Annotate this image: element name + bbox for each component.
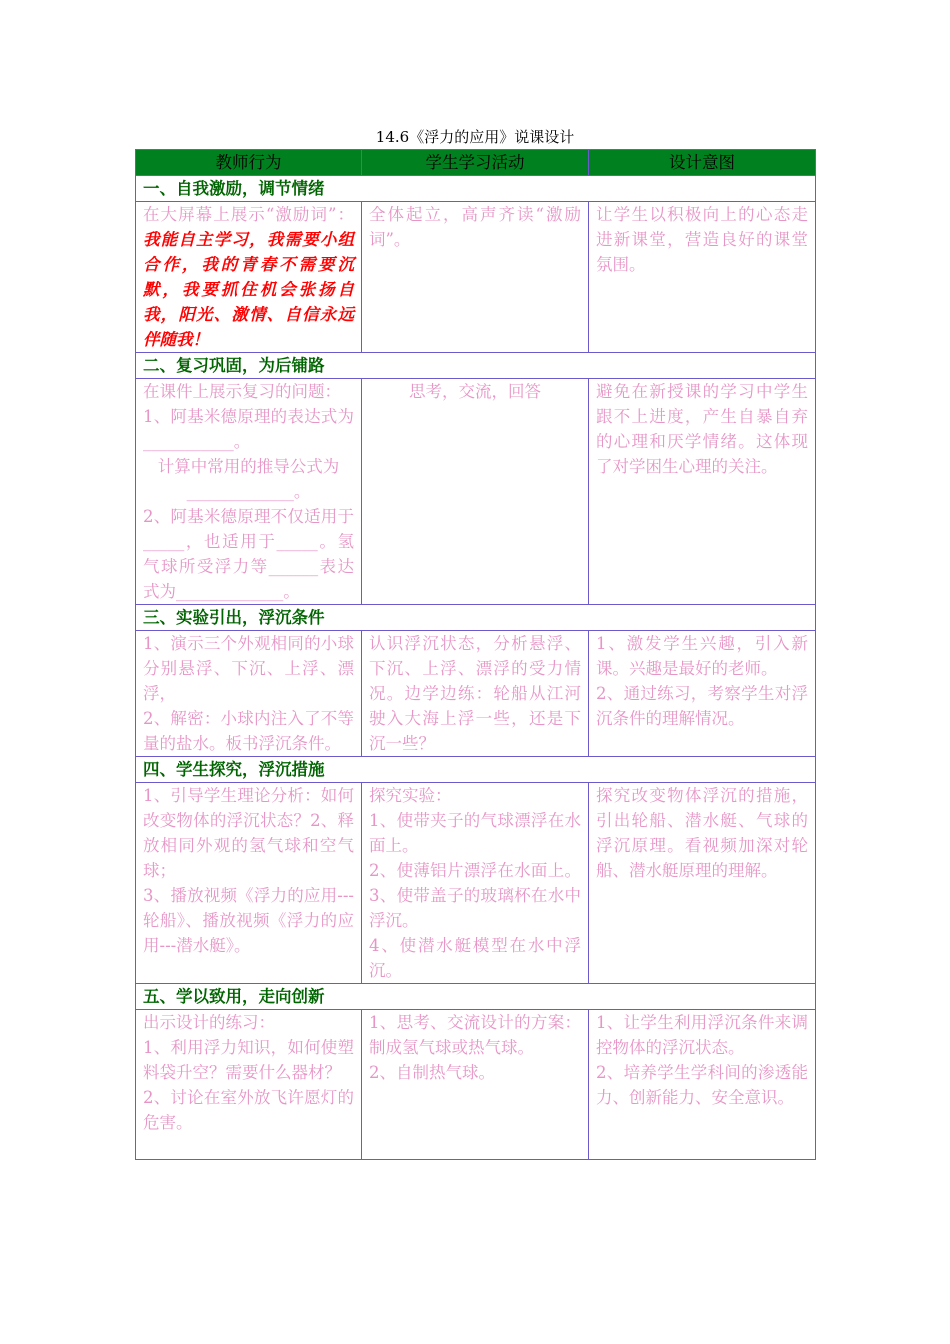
intent-text: 1、让学生利用浮沉条件来调控物体的浮沉状态。 <box>596 1013 808 1057</box>
student-cell <box>362 1010 589 1160</box>
intent-text: 2、培养学生学科间的渗透能力、创新能力、安全意识。 <box>596 1063 808 1107</box>
teacher-text: 2、阿基米德原理不仅适用于_____，也适用于_____。氢气球所受浮力等______表达式为_____________。 <box>143 507 354 601</box>
teacher-text: 2、讨论在室外放飞许愿灯的危害。 <box>143 1088 354 1132</box>
intent-text: 避免在新授课的学习中学生跟不上进度，产生自暴自弃的心理和厌学情绪。这体现了对学困生心理的关注。 <box>596 382 808 476</box>
section-heading-row <box>136 353 816 379</box>
section-heading-row <box>136 757 816 783</box>
document-title: 14.6《浮力的应用》说课设计 <box>375 128 575 146</box>
section-content-row <box>136 783 816 984</box>
teacher-cell <box>136 631 362 757</box>
teacher-text: 出示设计的练习： <box>143 1013 275 1032</box>
intent-text: 探究改变物体浮沉的措施，引出轮船、潜水艇、气球的浮沉原理。看视频加深对轮船、潜水艇原理的理解。 <box>596 786 808 880</box>
section-heading-row <box>136 984 816 1010</box>
teacher-cell <box>136 783 362 984</box>
student-cell <box>362 202 589 353</box>
header-teacher: 教师行为 <box>136 150 362 176</box>
header-intent: 设计意图 <box>589 150 816 176</box>
header-row <box>136 150 816 176</box>
teacher-text: 1、利用浮力知识，如何使塑料袋升空？需要什么器材？ <box>143 1038 354 1082</box>
section-heading: 三、实验引出，浮沉条件 <box>136 605 816 631</box>
student-text: 2、使薄铝片漂浮在水面上。3、使带盖子的玻璃杯在水中浮沉。 <box>369 861 581 930</box>
section-heading: 一、自我激励，调节情绪 <box>136 176 816 202</box>
intent-text: 让学生以积极向上的心态走进新课堂，营造良好的课堂氛围。 <box>596 205 808 274</box>
student-cell <box>362 379 589 605</box>
section-content-row <box>136 379 816 605</box>
header-student: 学生学习活动 <box>362 150 589 176</box>
teacher-text: 1、阿基米德原理的表达式为___________。 <box>143 407 354 451</box>
section-content-row <box>136 1010 816 1160</box>
section-content-row <box>136 631 816 757</box>
student-text: 2、自制热气球。 <box>369 1063 495 1082</box>
section-heading: 四、学生探究，浮沉措施 <box>136 757 816 783</box>
intent-cell <box>589 631 816 757</box>
student-text: 探究实验： <box>369 786 452 805</box>
intent-cell <box>589 379 816 605</box>
section-heading-row <box>136 176 816 202</box>
student-text: 认识浮沉状态，分析悬浮、下沉、上浮、漂浮的受力情况。边学边练：轮船从江河驶入大海上浮一些，还是下沉一些？ <box>369 634 581 753</box>
teacher-text: 1、引导学生理论分析：如何改变物体的浮沉状态？2、释放相同外观的氢气球和空气球； <box>143 786 354 880</box>
student-cell <box>362 631 589 757</box>
section-heading-row <box>136 605 816 631</box>
teacher-cell <box>136 202 362 353</box>
student-text: 思考，交流，回答 <box>409 382 541 401</box>
teacher-text: 在大屏幕上展示“激励词”： <box>143 205 354 224</box>
section-heading: 五、学以致用，走向创新 <box>136 984 816 1010</box>
teacher-text: 计算中常用的推导公式为_____________。 <box>157 457 340 501</box>
teacher-text: 在课件上展示复习的问题： <box>143 382 341 401</box>
section-content-row <box>136 202 816 353</box>
student-cell <box>362 783 589 984</box>
teacher-cell <box>136 379 362 605</box>
student-text: 全体起立，高声齐读“激励词”。 <box>369 205 581 249</box>
teacher-text: 2、解密：小球内注入了不等量的盐水。板书浮沉条件。 <box>143 709 354 753</box>
motto-text: 我能自主学习，我需要小组合作，我的青春不需要沉默，我要抓住机会张扬自我，阳光、激情、自信永远伴随我！ <box>143 230 354 349</box>
teacher-text: 3、播放视频《浮力的应用---轮船》、播放视频《浮力的应用---潜水艇》。 <box>143 886 354 955</box>
teacher-cell <box>136 1010 362 1160</box>
lesson-plan-table <box>135 149 816 1160</box>
intent-text: 1、激发学生兴趣，引入新课。兴趣是最好的老师。 <box>596 634 808 678</box>
intent-cell <box>589 1010 816 1160</box>
intent-cell <box>589 202 816 353</box>
student-text: 1、思考、交流设计的方案：制成氢气球或热气球。 <box>369 1013 581 1057</box>
student-text: 4、使潜水艇模型在水中浮沉。 <box>369 936 581 980</box>
student-text: 1、使带夹子的气球漂浮在水面上。 <box>369 811 581 855</box>
intent-cell <box>589 783 816 984</box>
section-heading: 二、复习巩固，为后铺路 <box>136 353 816 379</box>
intent-text: 2、通过练习，考察学生对浮沉条件的理解情况。 <box>596 684 808 728</box>
teacher-text: 1、演示三个外观相同的小球分别悬浮、下沉、上浮、漂浮， <box>143 634 354 703</box>
